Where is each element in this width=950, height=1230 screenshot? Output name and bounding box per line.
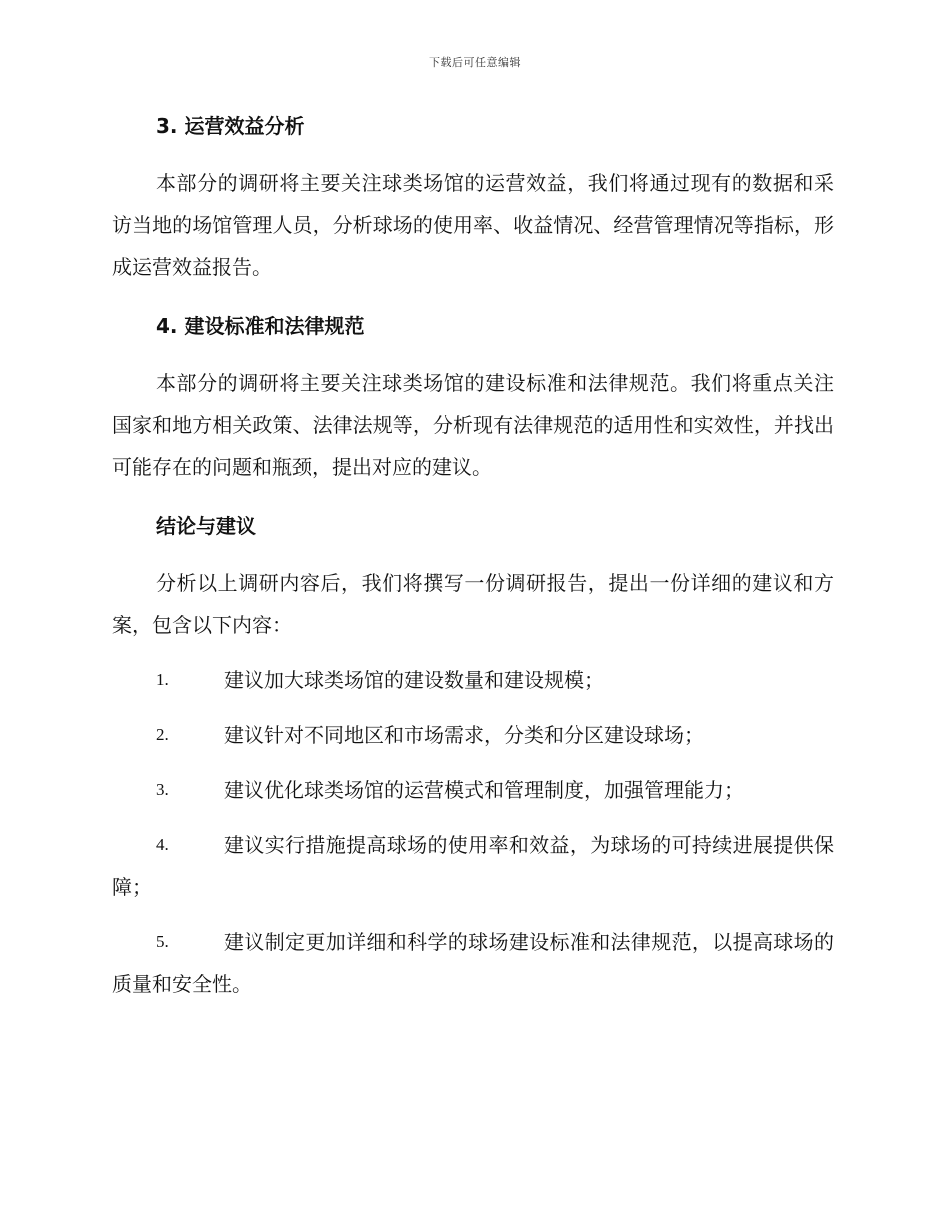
recommendation-number: 3. xyxy=(156,780,169,799)
recommendation-text: 建议实行措施提高球场的使用率和效益，为球场的可持续进展提供保障； xyxy=(112,833,834,899)
recommendation-item xyxy=(112,714,834,756)
recommendation-item xyxy=(112,769,834,811)
recommendation-number: 2. xyxy=(156,725,169,744)
recommendation-text: 建议制定更加详细和科学的球场建设标准和法律规范，以提高球场的质量和安全性。 xyxy=(112,930,834,996)
section-paragraph-operations: 本部分的调研将主要关注球类场馆的运营效益，我们将通过现有的数据和采访当地的场馆管理人员，分析球场的使用率、收益情况、经营管理情况等指标，形成运营效益报告。 xyxy=(112,171,834,279)
section-heading-standards: 4. 建设标准和法律规范 xyxy=(156,314,365,338)
recommendation-item xyxy=(112,921,834,1005)
section-paragraph-standards: 本部分的调研将主要关注球类场馆的建设标准和法律规范。我们将重点关注国家和地方相关政策、法律法规等，分析现有法律规范的适用性和实效性，并找出可能存在的问题和瓶颈，提出对应的建议。 xyxy=(112,371,834,479)
recommendation-text: 建议加大球类场馆的建设数量和建设规模； xyxy=(224,668,604,692)
recommendation-text: 建议优化球类场馆的运营模式和管理制度，加强管理能力； xyxy=(224,778,744,802)
section-heading-operations: 3. 运营效益分析 xyxy=(156,114,305,138)
page-header-note: 下载后可任意编辑 xyxy=(429,56,521,69)
recommendation-number: 4. xyxy=(156,835,169,854)
recommendation-item xyxy=(112,824,834,908)
recommendation-number: 5. xyxy=(156,932,169,951)
section-paragraph-conclusion: 分析以上调研内容后，我们将撰写一份调研报告，提出一份详细的建议和方案，包含以下内容： xyxy=(112,571,834,637)
recommendation-text: 建议针对不同地区和市场需求，分类和分区建设球场； xyxy=(224,723,704,747)
recommendation-number: 1. xyxy=(156,670,169,689)
section-heading-conclusion: 结论与建议 xyxy=(156,514,256,538)
document-body xyxy=(112,110,834,1005)
recommendation-item xyxy=(112,659,834,701)
